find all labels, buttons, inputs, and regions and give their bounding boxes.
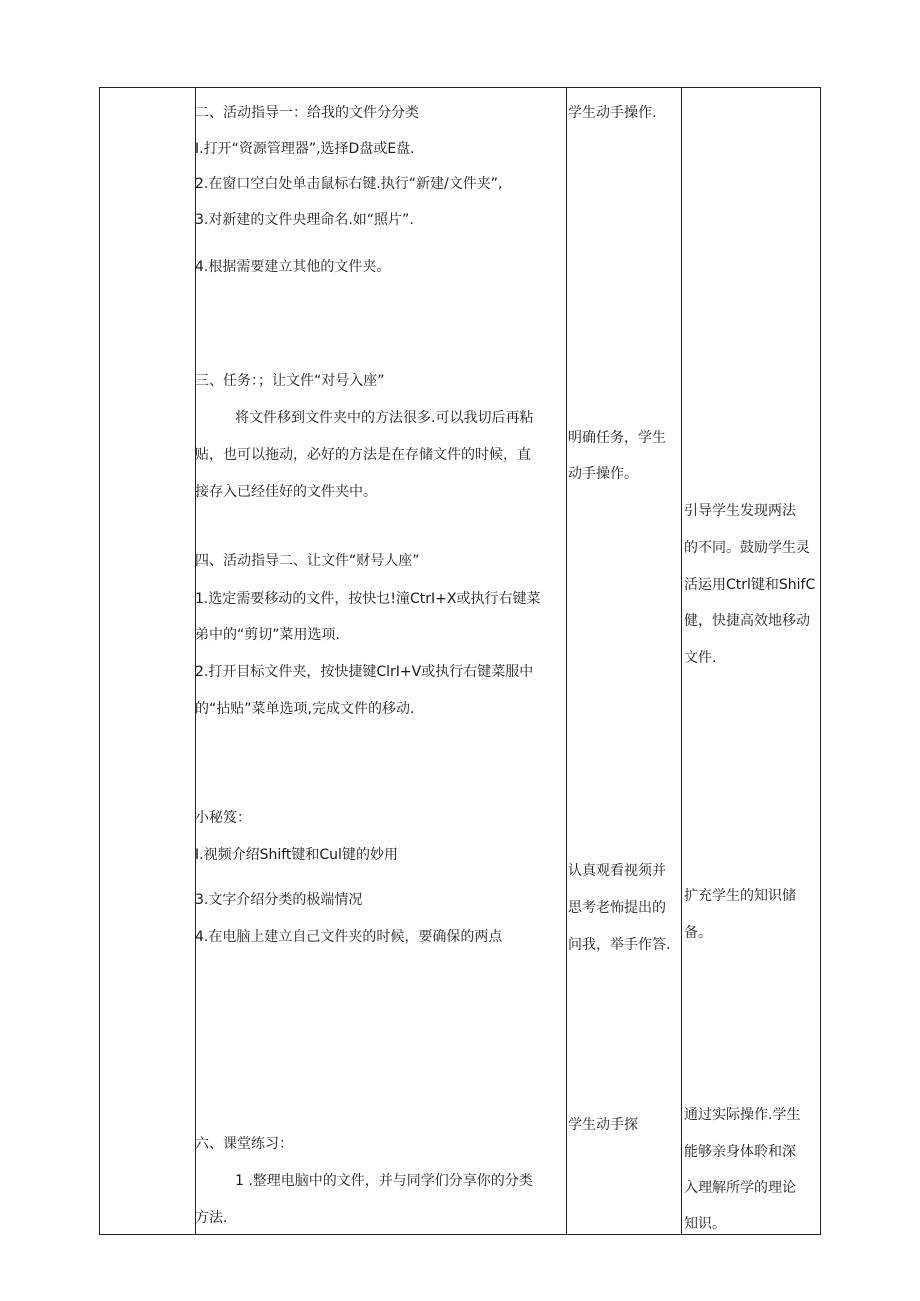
student-activity: 学生动手操作.: [568, 105, 657, 121]
section-2-title: 二、活动指导一：给我的文件分分类: [195, 105, 419, 121]
design-intent: 入理解所学的理论: [684, 1180, 796, 1196]
step-line: 4.根据需要建立其他的文件夹。: [195, 259, 391, 275]
tip-line: 4.在电脑上建立自己文件夹的时候，要确保的两点: [195, 929, 503, 945]
step-line: 弟中的“剪切”菜用选项.: [195, 627, 340, 643]
student-activity: 思考老怖提出的: [568, 900, 666, 916]
paragraph-line: 将文件移到文件夹中的方法很多.可以我切后再粘: [235, 410, 534, 426]
student-activity: 认真观看视须并: [568, 863, 666, 879]
design-intent: 活运用Ctrl键和ShifC: [684, 577, 816, 593]
design-intent: 引导学生发现两法: [684, 503, 796, 519]
student-activity: 问我，举手作答.: [568, 937, 671, 953]
design-intent: 健，快捷高效地移动: [684, 613, 810, 629]
column-divider: [566, 88, 567, 1234]
exercise-line: 1 .整理电脑中的文件，并与同学们分享你的分类: [235, 1173, 533, 1189]
design-intent: 通过实际操作.学生: [684, 1107, 801, 1123]
step-line: I.打开“资源管理器”,选择D盘或E盘.: [195, 141, 415, 157]
step-line: 2.在窗口空白处单击鼠标右键.执行“新建/文件夹”,: [195, 176, 503, 192]
design-intent: 文件.: [684, 650, 717, 666]
tip-line: 3.文字介绍分类的极端情况: [195, 892, 363, 908]
paragraph-line: 接存入已经佳好的文件夹中。: [195, 484, 377, 500]
design-intent: 扩充学生的知识储: [684, 888, 796, 904]
step-line: 的“拈贴”菜单选项,完成文件的移动.: [195, 701, 415, 717]
section-3-title: 三、任务：；让文件“对号入座”: [195, 373, 385, 389]
exercise-line: 方法.: [195, 1210, 228, 1226]
design-intent: 的不同。鼓励学生灵: [684, 540, 810, 556]
section-6-title: 六、课堂练习：: [195, 1136, 293, 1152]
student-activity: 学生动手探: [568, 1117, 638, 1133]
section-4-title: 四、活动指导二、让文件“财号人座”: [195, 553, 420, 569]
student-activity: 动手操作。: [568, 466, 638, 482]
step-line: 1.选定需要移动的文件，按快乜!潼CtrI+X或执行右键菜: [195, 591, 541, 607]
step-line: 2.打开目标文件夹，按快捷键ClrI+V或执行右键菜服中: [195, 664, 534, 680]
design-intent: 能够亲身体聆和深: [684, 1144, 796, 1160]
design-intent: 知识。: [684, 1216, 726, 1232]
step-line: 3.对新建的文件央理命名.如“照片”.: [195, 212, 414, 228]
column-divider: [681, 88, 682, 1234]
tips-title: 小秘笈：: [195, 810, 251, 826]
design-intent: 备。: [684, 925, 712, 941]
tip-line: I.视频介绍Shift键和Cul键的妙用: [195, 847, 398, 863]
paragraph-line: 贴，也可以拖动，必好的方法是在存储文件的时候，直: [195, 447, 531, 463]
student-activity: 明确任务，学生: [568, 430, 666, 446]
